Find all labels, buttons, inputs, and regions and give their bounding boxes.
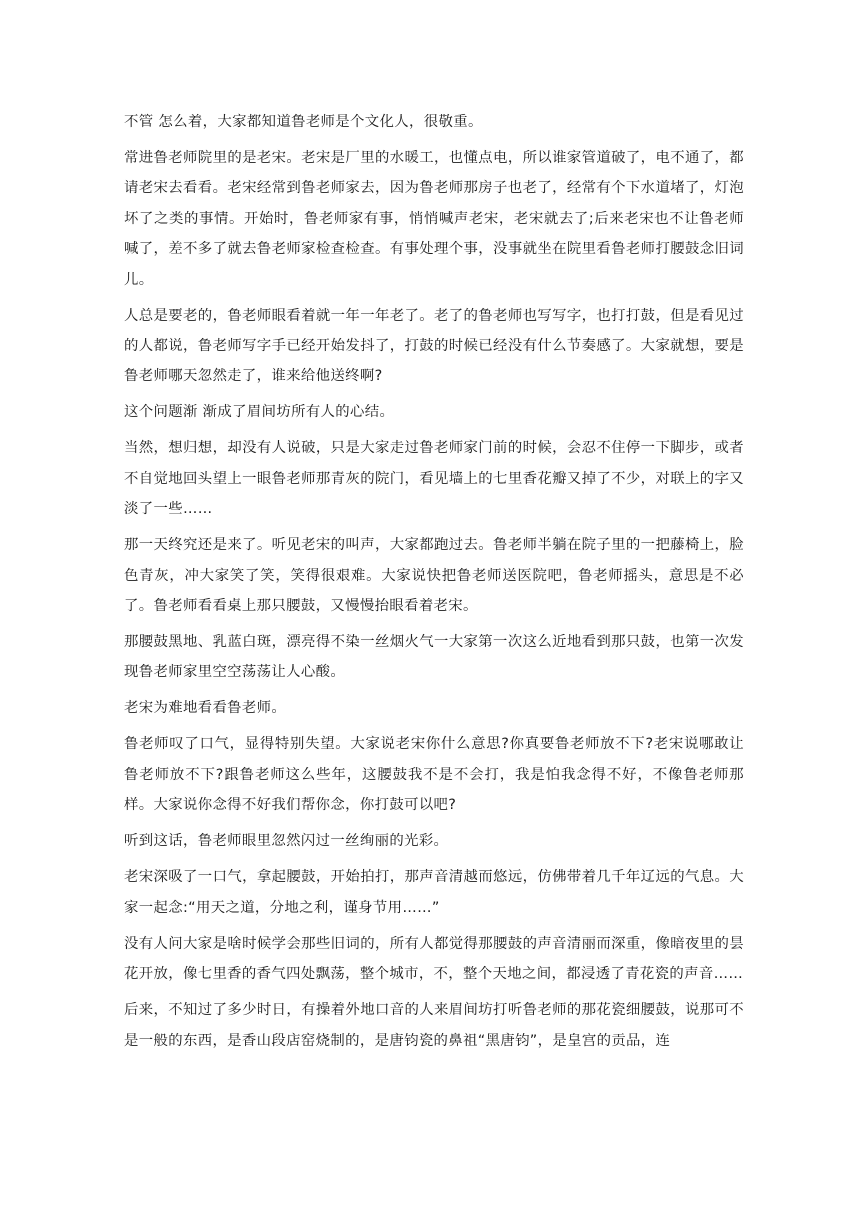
paragraph-5: 当然，想归想，却没有人说破，只是大家走过鲁老师家门前的时候，会忍不住停一下脚步，或者不自觉地回头望上一眼鲁老师那青灰的院门，看见墙上的七里香花瓣又掉了不少，对联上的字又淡了一些…… xyxy=(124,440,744,518)
paragraph-4: 这个问题渐 渐成了眉间坊所有人的心结。 xyxy=(124,404,395,421)
paragraph-13: 后来，不知过了多少时日，有操着外地口音的人来眉间坊打听鲁老师的那花瓷细腰鼓，说那可不是一般的东西，是香山段店窑烧制的，是唐钧瓷的鼻祖“黑唐钧”，是皇宫的贡品，连 xyxy=(124,1002,744,1049)
paragraph-6: 那一天终究还是来了。听见老宋的叫声，大家都跑过去。鲁老师半躺在院子里的一把藤椅上，脸色青灰，冲大家笑了笑，笑得很艰难。大家说快把鲁老师送医院吧，鲁老师摇头，意思是不必了。鲁老师看看桌上那只腰鼓，又慢慢抬眼看着老宋。 xyxy=(124,537,744,615)
paragraph-7: 那腰鼓黑地、乳蓝白斑，漂亮得不染一丝烟火气一大家第一次这么近地看到那只鼓，也第一次发现鲁老师家里空空荡荡让人心酸。 xyxy=(124,634,744,681)
paragraph-11: 老宋深吸了一口气，拿起腰鼓，开始拍打，那声音清越而悠远，仿佛带着几千年辽远的气息。大家一起念:“用天之道，分地之利，谨身节用……” xyxy=(124,869,744,916)
paragraph-2: 常进鲁老师院里的是老宋。老宋是厂里的水暖工，也懂点电，所以谁家管道破了，电不通了，都请老宋去看看。老宋经常到鲁老师家去，因为鲁老师那房子也老了，经常有个下水道堵了，灯泡坏了之类的事情。开始时，鲁老师家有事，悄悄喊声老宋，老宋就去了;后来老宋也不让鲁老师喊了，差不多了就去鲁老师家检查检查。有事处理个事，没事就坐在院里看鲁老师打腰鼓念旧词 儿。 xyxy=(124,150,749,288)
paragraph-12: 没有人问大家是啥时候学会那些旧词的，所有人都觉得那腰鼓的声音清丽而深重，像暗夜里的昙花开放，像七里香的香气四处飘荡，整个城市，不，整个天地之间，都浸透了青花瓷的声音…… xyxy=(124,935,744,983)
paragraph-8: 老宋为难地看看鲁老师。 xyxy=(124,700,287,717)
paragraph-9: 鲁老师叹了口气，显得特别失望。大家说老宋你什么意思?你真要鲁老师放不下?老宋说哪敢让鲁老师放不下?跟鲁老师这么些年，这腰鼓我不是不会打，我是怕我念得不好，不像鲁老师那样。大家说你念得不好我们帮你念，你打鼓可以吧? xyxy=(124,736,744,814)
paragraph-3: 人总是要老的，鲁老师眼看着就一年一年老了。老了的鲁老师也写写字，也打打鼓，但是看见过的人都说，鲁老师写字手已经开始发抖了，打鼓的时候已经没有什么节奏感了。大家就想，要是鲁老师哪天忽然走了，谁来给他送终啊? xyxy=(124,307,744,385)
article-body xyxy=(124,107,749,1062)
paragraph-10: 听到这话，鲁老师眼里忽然闪过一丝绚丽的光彩。 xyxy=(124,833,449,850)
paragraph-1: 不管 怎么着，大家都知道鲁老师是个文化人，很敬重。 xyxy=(124,114,483,130)
